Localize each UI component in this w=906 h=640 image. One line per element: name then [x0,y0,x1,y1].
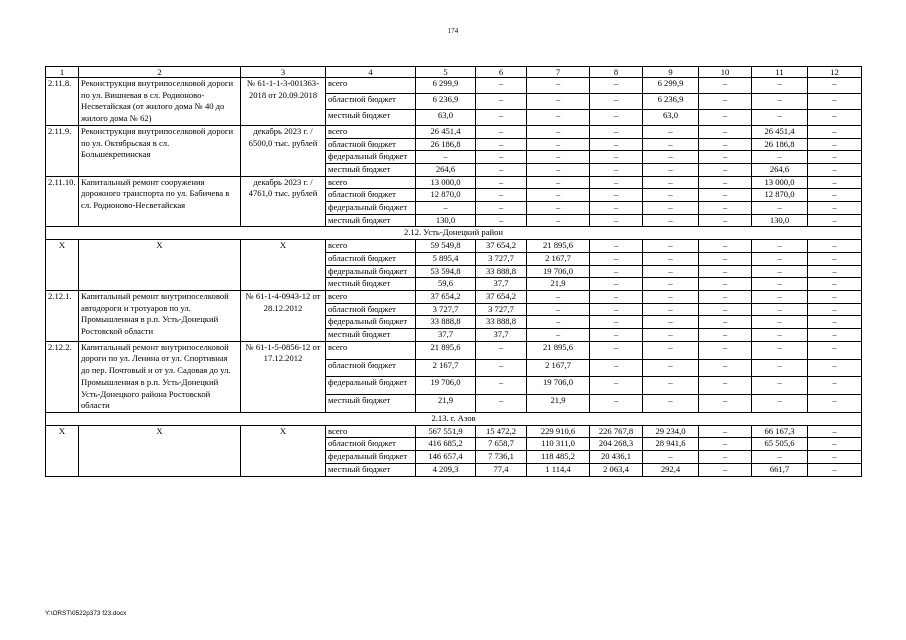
column-number: 8 [590,67,643,78]
item-number: Х [46,425,79,476]
amount-cell: – [590,252,643,265]
amount-cell: 264,6 [752,163,808,176]
funding-source: всего [326,176,416,189]
amount-cell: 3 727,7 [476,303,527,316]
amount-cell: – [699,425,752,438]
amount-cell: – [808,163,862,176]
table-row [46,425,862,438]
item-name: Капитальный ремонт внутрипоселковой дороги по ул. Ленина от ул. Спортивная до пер. Почтовый и от ул. Садовая до ул. Промышленная в р.п. Усть-Донецкий Усть-Донецкого района Ростовской области [79,341,241,412]
file-path-footer: Y:\ORST\0522p373 f23.docx [45,610,127,617]
amount-cell: – [808,316,862,329]
column-number: 12 [808,67,862,78]
table-row [46,78,862,94]
amount-cell: – [752,377,808,395]
amount-cell: – [808,463,862,476]
amount-cell: – [476,138,527,151]
amount-cell: – [527,138,590,151]
amount-cell: 7 658,7 [476,438,527,451]
amount-cell: – [476,359,527,377]
funding-source: областной бюджет [326,189,416,202]
amount-cell: – [643,341,699,359]
item-document: декабрь 2023 г. / 4761,0 тыс. рублей [241,176,326,227]
amount-cell: 4 209,3 [416,463,476,476]
column-number: 4 [326,67,416,78]
amount-cell: – [752,240,808,253]
funding-source: местный бюджет [326,163,416,176]
column-number: 6 [476,67,527,78]
amount-cell: – [527,303,590,316]
amount-cell: – [527,109,590,125]
amount-cell: 292,4 [643,463,699,476]
amount-cell: – [699,290,752,303]
amount-cell: – [590,202,643,215]
amount-cell: 130,0 [752,214,808,227]
amount-cell: – [476,109,527,125]
amount-cell: – [590,189,643,202]
amount-cell: – [752,252,808,265]
amount-cell: – [808,329,862,342]
amount-cell: 226 767,8 [590,425,643,438]
amount-cell: – [699,316,752,329]
amount-cell: – [590,109,643,125]
amount-cell: – [643,202,699,215]
amount-cell: – [590,377,643,395]
table-row [46,341,862,359]
item-name: Капитальный ремонт сооружения дорожного транспорта по ул. Бабичева в сл. Родионово-Несветайская [79,176,241,227]
budget-table [45,66,862,477]
amount-cell: – [808,265,862,278]
page-number: 174 [447,27,459,35]
amount-cell: 1 114,4 [527,463,590,476]
amount-cell: 118 485,2 [527,451,590,464]
amount-cell: – [476,163,527,176]
funding-source: областной бюджет [326,138,416,151]
item-name: Х [79,425,241,476]
amount-cell: – [643,303,699,316]
amount-cell: – [699,125,752,138]
amount-cell: – [476,189,527,202]
item-name: Капитальный ремонт внутрипоселковой автодороги и тротуаров по ул. Промышленная в р.п. Усть-Донецкий Ростовской области [79,290,241,341]
table-row [46,176,862,189]
amount-cell: 229 910,6 [527,425,590,438]
funding-source: местный бюджет [326,109,416,125]
amount-cell: 12 870,0 [416,189,476,202]
section-title: 2.13. г. Азов [46,412,862,425]
amount-cell: 33 888,8 [416,316,476,329]
amount-cell: 661,7 [752,463,808,476]
item-name: Х [79,240,241,291]
amount-cell: – [808,377,862,395]
budget-table-container [45,66,861,477]
amount-cell: – [643,151,699,164]
funding-source: всего [326,240,416,253]
section-row [46,412,862,425]
amount-cell: – [476,341,527,359]
amount-cell: – [808,189,862,202]
amount-cell: – [643,176,699,189]
amount-cell: – [699,359,752,377]
funding-source: областной бюджет [326,303,416,316]
funding-source: всего [326,125,416,138]
funding-source: местный бюджет [326,329,416,342]
amount-cell: – [752,78,808,94]
amount-cell: – [476,202,527,215]
amount-cell: – [752,451,808,464]
amount-cell: – [699,176,752,189]
amount-cell: – [643,377,699,395]
amount-cell: 37,7 [476,329,527,342]
amount-cell: 12 870,0 [752,189,808,202]
item-document: № 61-1-5-0856-12 от 17.12.2012 [241,341,326,412]
amount-cell: – [808,395,862,413]
funding-source: местный бюджет [326,463,416,476]
amount-cell: – [808,176,862,189]
amount-cell: 2 167,7 [527,359,590,377]
amount-cell: 53 594,8 [416,265,476,278]
amount-cell: – [752,202,808,215]
amount-cell: – [643,189,699,202]
amount-cell: – [699,93,752,109]
amount-cell: – [699,341,752,359]
amount-cell: – [527,329,590,342]
amount-cell: 37 654,2 [416,290,476,303]
amount-cell: – [643,240,699,253]
amount-cell: – [808,151,862,164]
amount-cell: – [808,109,862,125]
item-name: Реконструкция внутрипоселковой дороги по ул. Октябрьская в сл. Большекрепинская [79,125,241,176]
amount-cell: 21 895,6 [527,240,590,253]
amount-cell: – [752,278,808,291]
amount-cell: – [752,359,808,377]
amount-cell: – [590,329,643,342]
amount-cell: – [527,93,590,109]
amount-cell: – [643,316,699,329]
amount-cell: 63,0 [416,109,476,125]
amount-cell: – [590,151,643,164]
amount-cell: – [699,252,752,265]
amount-cell: 2 167,7 [416,359,476,377]
amount-cell: – [590,176,643,189]
amount-cell: – [590,163,643,176]
amount-cell: – [808,438,862,451]
item-number: 2.11.9. [46,125,79,176]
amount-cell: – [752,151,808,164]
amount-cell: 26 451,4 [416,125,476,138]
amount-cell: 6 236,9 [416,93,476,109]
amount-cell: – [699,377,752,395]
amount-cell: – [808,425,862,438]
amount-cell: – [699,109,752,125]
amount-cell: – [643,451,699,464]
amount-cell: – [699,438,752,451]
amount-cell: – [527,125,590,138]
amount-cell: – [527,214,590,227]
funding-source: местный бюджет [326,214,416,227]
amount-cell: – [699,78,752,94]
amount-cell: – [527,176,590,189]
amount-cell: 21 895,6 [527,341,590,359]
amount-cell: – [699,463,752,476]
amount-cell: – [590,138,643,151]
amount-cell: – [527,189,590,202]
table-body [46,67,862,477]
item-number: 2.12.2. [46,341,79,412]
amount-cell: 264,6 [416,163,476,176]
amount-cell: – [590,125,643,138]
amount-cell: 6 299,9 [416,78,476,94]
column-number: 7 [527,67,590,78]
amount-cell: – [590,395,643,413]
amount-cell: – [643,278,699,291]
amount-cell: – [643,252,699,265]
amount-cell: – [416,151,476,164]
amount-cell: 26 186,8 [752,138,808,151]
amount-cell: – [476,395,527,413]
amount-cell: – [643,163,699,176]
amount-cell: 37,7 [416,329,476,342]
amount-cell: 21,9 [527,395,590,413]
funding-source: областной бюджет [326,438,416,451]
column-number: 11 [752,67,808,78]
amount-cell: 21 895,6 [416,341,476,359]
amount-cell: – [643,359,699,377]
item-document: Х [241,425,326,476]
table-row [46,240,862,253]
item-document: № 61-1-4-0943-12 от 28.12.2012 [241,290,326,341]
amount-cell: – [752,265,808,278]
amount-cell: – [699,214,752,227]
amount-cell: 3 727,7 [416,303,476,316]
amount-cell: 21,9 [527,278,590,291]
amount-cell: – [527,78,590,94]
amount-cell: – [752,395,808,413]
amount-cell: 110 311,0 [527,438,590,451]
amount-cell: – [808,303,862,316]
column-number: 10 [699,67,752,78]
column-number: 5 [416,67,476,78]
funding-source: всего [326,425,416,438]
amount-cell: 15 472,2 [476,425,527,438]
item-number: 2.12.1. [46,290,79,341]
amount-cell: – [699,395,752,413]
amount-cell: – [699,151,752,164]
amount-cell: 19 706,0 [527,377,590,395]
amount-cell: 567 551,9 [416,425,476,438]
amount-cell: – [752,316,808,329]
amount-cell: – [808,214,862,227]
amount-cell: 26 186,8 [416,138,476,151]
amount-cell: 5 895,4 [416,252,476,265]
amount-cell: – [476,93,527,109]
amount-cell: – [643,138,699,151]
amount-cell: – [643,290,699,303]
amount-cell: – [752,290,808,303]
item-number: Х [46,240,79,291]
amount-cell: – [590,278,643,291]
amount-cell: 416 685,2 [416,438,476,451]
amount-cell: – [643,125,699,138]
amount-cell: – [590,316,643,329]
funding-source: федеральный бюджет [326,265,416,278]
column-number: 1 [46,67,79,78]
amount-cell: – [808,240,862,253]
amount-cell: – [752,341,808,359]
amount-cell: – [527,290,590,303]
amount-cell: – [590,214,643,227]
amount-cell: – [590,265,643,278]
amount-cell: – [590,303,643,316]
amount-cell: – [527,151,590,164]
amount-cell: – [476,78,527,94]
item-document: декабрь 2023 г. / 6500,0 тыс. рублей [241,125,326,176]
funding-source: всего [326,290,416,303]
amount-cell: – [527,316,590,329]
funding-source: федеральный бюджет [326,316,416,329]
amount-cell: 3 727,7 [476,252,527,265]
amount-cell: 59 549,8 [416,240,476,253]
amount-cell: 2 167,7 [527,252,590,265]
funding-source: местный бюджет [326,278,416,291]
amount-cell: – [590,341,643,359]
column-number-row [46,67,862,78]
amount-cell: – [476,176,527,189]
amount-cell: – [808,202,862,215]
funding-source: всего [326,341,416,359]
amount-cell: – [699,278,752,291]
amount-cell: – [476,377,527,395]
amount-cell: – [527,163,590,176]
amount-cell: 66 167,3 [752,425,808,438]
funding-source: областной бюджет [326,359,416,377]
amount-cell: 37 654,2 [476,240,527,253]
amount-cell: – [476,151,527,164]
amount-cell: 37,7 [476,278,527,291]
table-row [46,125,862,138]
amount-cell: – [808,138,862,151]
amount-cell: – [699,265,752,278]
amount-cell: – [699,451,752,464]
amount-cell: 2 063,4 [590,463,643,476]
item-number: 2.11.10. [46,176,79,227]
item-document: Х [241,240,326,291]
amount-cell: – [808,290,862,303]
amount-cell: 28 941,6 [643,438,699,451]
section-title: 2.12. Усть-Донецкий район [46,227,862,240]
amount-cell: 21,9 [416,395,476,413]
amount-cell: – [643,329,699,342]
funding-source: местный бюджет [326,395,416,413]
amount-cell: – [643,265,699,278]
amount-cell: – [808,451,862,464]
amount-cell: 29 234,0 [643,425,699,438]
amount-cell: – [476,214,527,227]
amount-cell: 20 436,1 [590,451,643,464]
column-number: 2 [79,67,241,78]
amount-cell: 59,6 [416,278,476,291]
amount-cell: – [699,202,752,215]
amount-cell: 65 505,6 [752,438,808,451]
amount-cell: 204 268,3 [590,438,643,451]
amount-cell: – [808,78,862,94]
amount-cell: – [699,138,752,151]
amount-cell: – [476,125,527,138]
amount-cell: – [808,93,862,109]
amount-cell: – [808,341,862,359]
amount-cell: – [808,359,862,377]
amount-cell: – [590,290,643,303]
amount-cell: 7 736,1 [476,451,527,464]
funding-source: всего [326,78,416,94]
amount-cell: – [699,303,752,316]
amount-cell: – [416,202,476,215]
amount-cell: – [699,329,752,342]
amount-cell: – [699,163,752,176]
amount-cell: 37 654,2 [476,290,527,303]
item-document: № 61-1-1-3-001363-2018 от 20.09.2018 [241,78,326,126]
amount-cell: 33 888,8 [476,316,527,329]
amount-cell: – [590,240,643,253]
item-number: 2.11.8. [46,78,79,126]
amount-cell: – [590,78,643,94]
amount-cell: 13 000,0 [416,176,476,189]
amount-cell: 146 657,4 [416,451,476,464]
amount-cell: – [643,395,699,413]
funding-source: федеральный бюджет [326,202,416,215]
amount-cell: – [527,202,590,215]
amount-cell: 19 706,0 [416,377,476,395]
table-row [46,290,862,303]
section-row [46,227,862,240]
amount-cell: – [643,214,699,227]
funding-source: областной бюджет [326,93,416,109]
amount-cell: 13 000,0 [752,176,808,189]
amount-cell: 130,0 [416,214,476,227]
amount-cell: 33 888,8 [476,265,527,278]
amount-cell: – [590,359,643,377]
amount-cell: 6 299,9 [643,78,699,94]
column-number: 3 [241,67,326,78]
amount-cell: – [752,329,808,342]
funding-source: федеральный бюджет [326,451,416,464]
amount-cell: – [752,109,808,125]
item-name: Реконструкция внутрипоселковой дороги по ул. Вишневая в сл. Родионово-Несветайская (от жилого дома № 40 до жилого дома № 62) [79,78,241,126]
amount-cell: – [808,252,862,265]
amount-cell: – [699,189,752,202]
amount-cell: – [752,303,808,316]
amount-cell: – [752,93,808,109]
amount-cell: 63,0 [643,109,699,125]
amount-cell: – [699,240,752,253]
column-number: 9 [643,67,699,78]
amount-cell: 19 706,0 [527,265,590,278]
amount-cell: – [808,278,862,291]
funding-source: областной бюджет [326,252,416,265]
amount-cell: 6 236,9 [643,93,699,109]
amount-cell: – [808,125,862,138]
amount-cell: – [590,93,643,109]
funding-source: федеральный бюджет [326,151,416,164]
funding-source: федеральный бюджет [326,377,416,395]
amount-cell: 77,4 [476,463,527,476]
amount-cell: 26 451,4 [752,125,808,138]
